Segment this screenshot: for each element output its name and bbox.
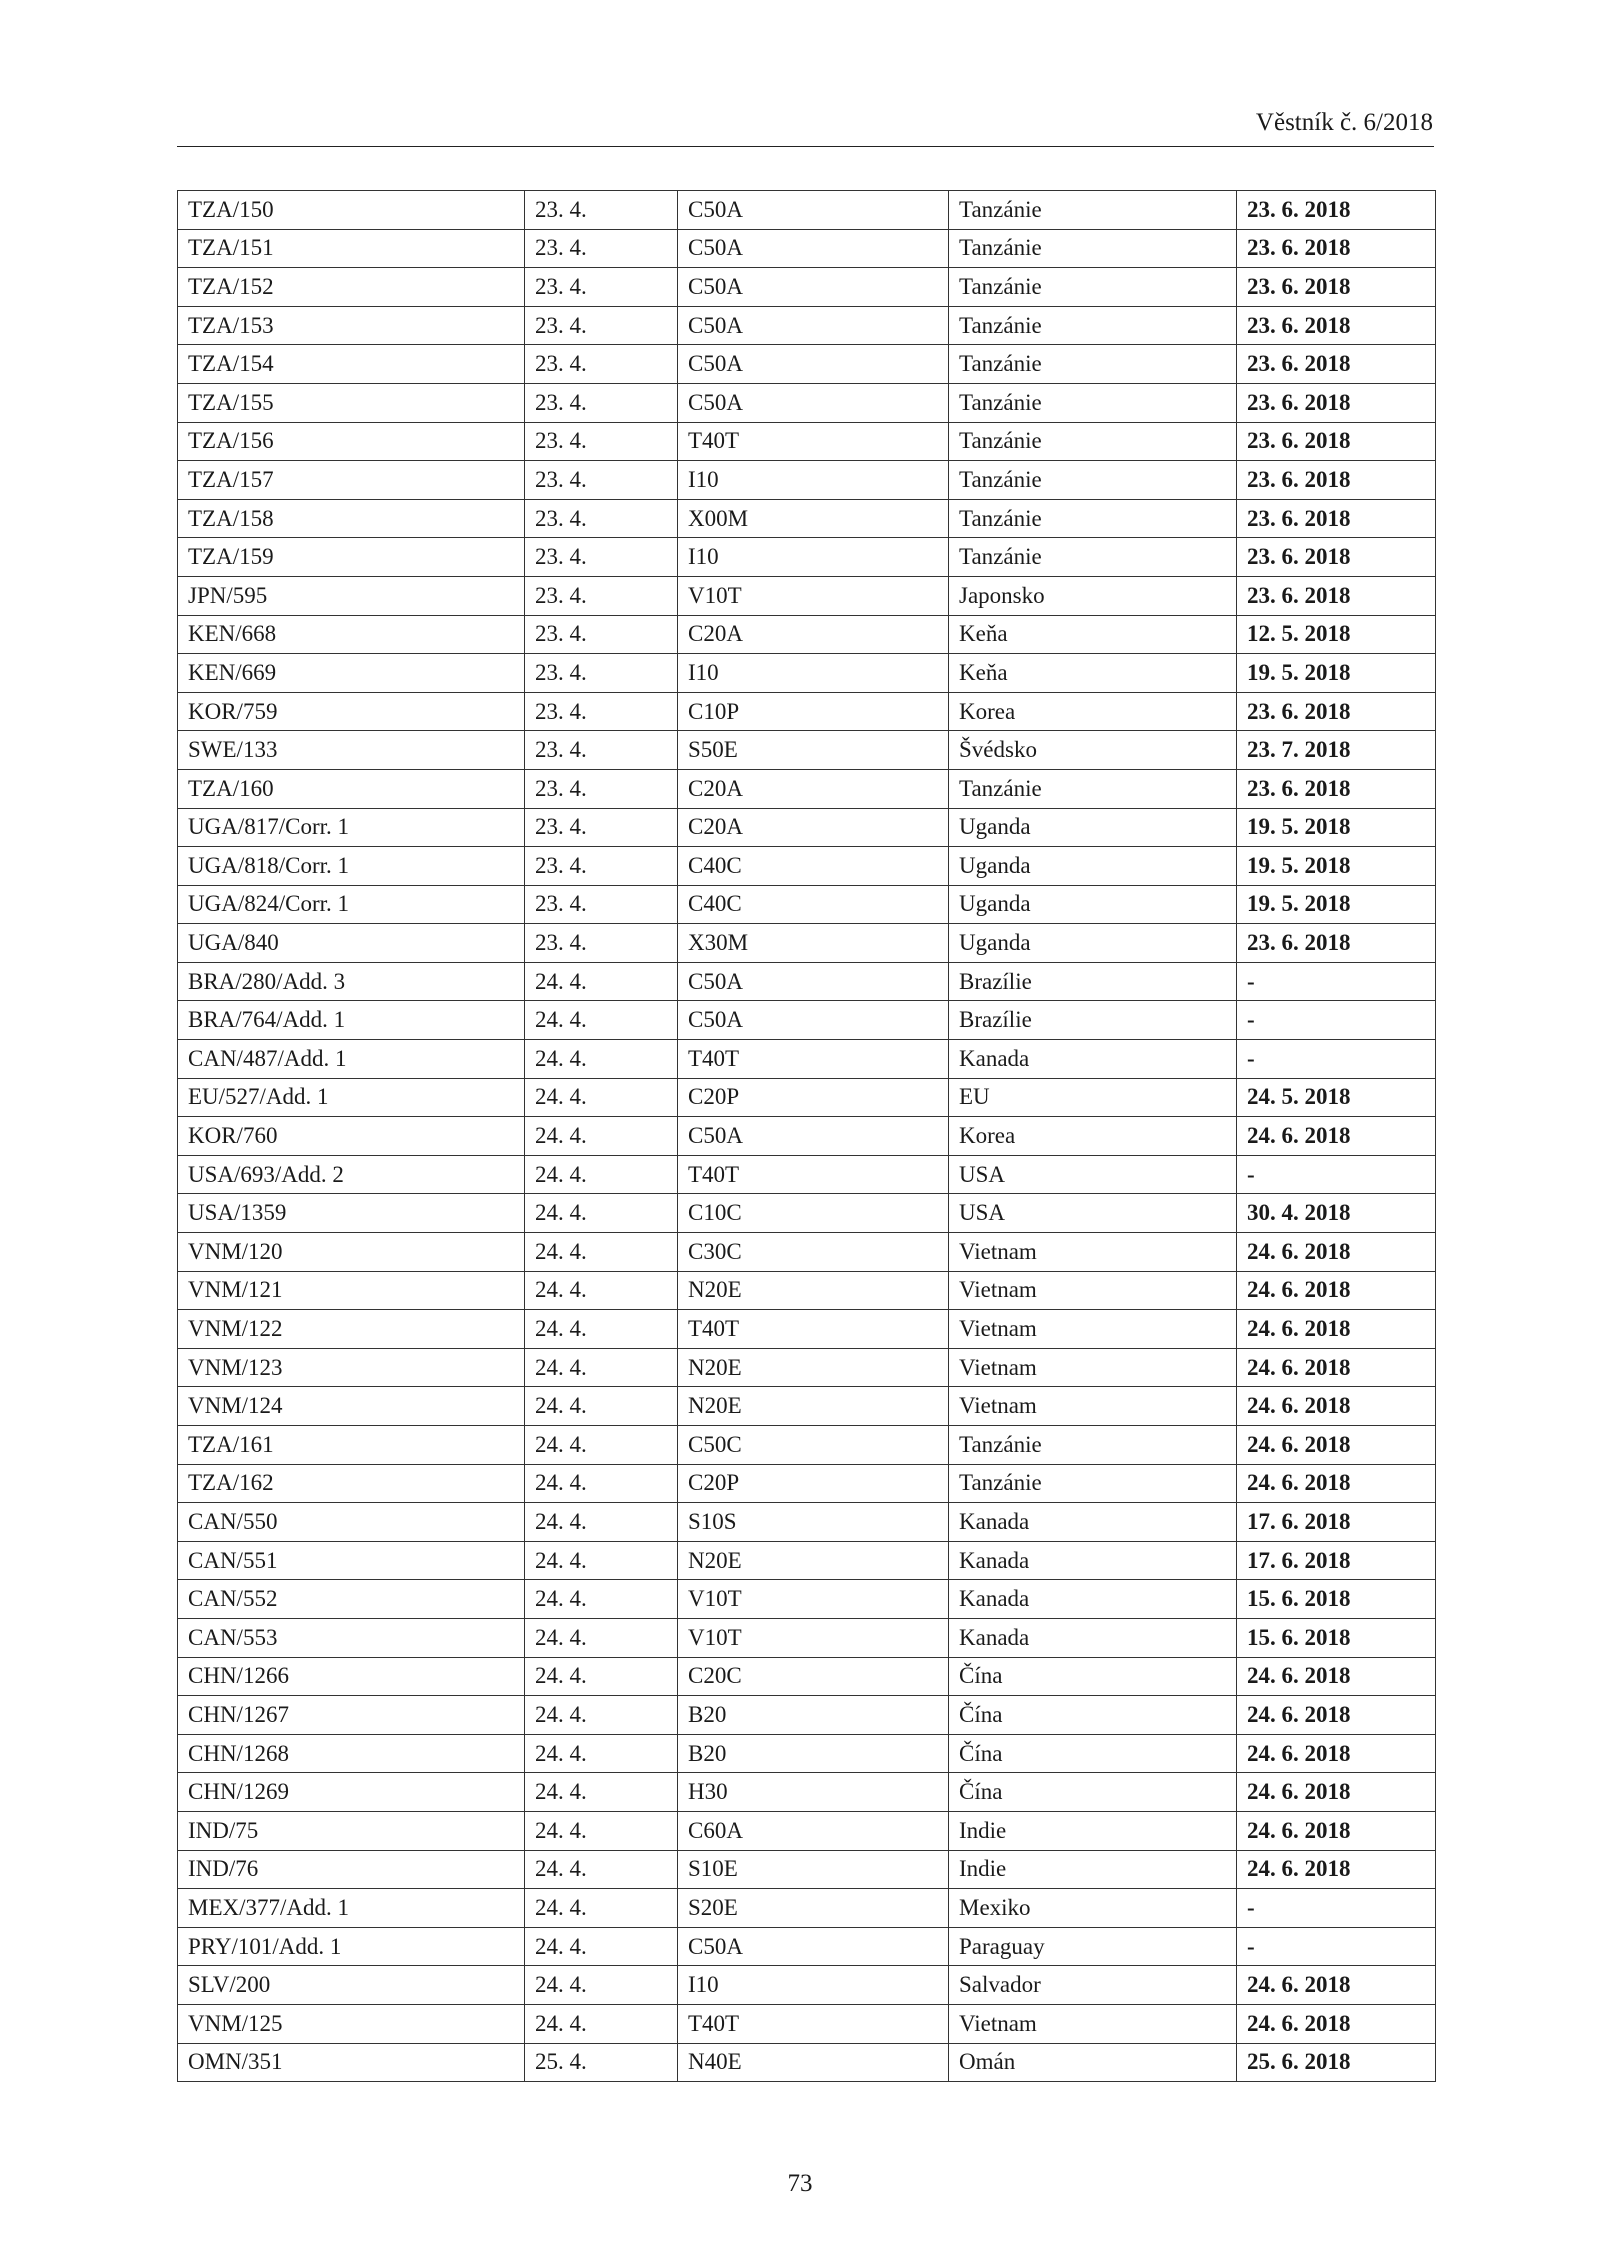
country-cell: Uganda	[949, 847, 1237, 886]
deadline-date-cell: 23. 6. 2018	[1237, 576, 1436, 615]
deadline-date-cell: 25. 6. 2018	[1237, 2043, 1436, 2082]
table-row	[178, 924, 1436, 963]
ics-code-cell: C20P	[678, 1078, 949, 1117]
country-cell: EU	[949, 1078, 1237, 1117]
notification-date-cell: 24. 4.	[525, 1850, 678, 1889]
country-cell: Salvador	[949, 1966, 1237, 2005]
notification-date-cell: 23. 4.	[525, 268, 678, 307]
notification-date-cell: 24. 4.	[525, 1117, 678, 1156]
table-row	[178, 962, 1436, 1001]
table-row	[178, 461, 1436, 500]
notification-date-cell: 24. 4.	[525, 1773, 678, 1812]
notification-date-cell: 24. 4.	[525, 1310, 678, 1349]
country-cell: Japonsko	[949, 576, 1237, 615]
document-id-cell: TZA/160	[178, 769, 525, 808]
ics-code-cell: V10T	[678, 1580, 949, 1619]
table-row	[178, 692, 1436, 731]
deadline-date-cell: 24. 6. 2018	[1237, 2004, 1436, 2043]
notification-date-cell: 24. 4.	[525, 1541, 678, 1580]
document-id-cell: TZA/158	[178, 499, 525, 538]
notification-date-cell: 23. 4.	[525, 692, 678, 731]
country-cell: USA	[949, 1155, 1237, 1194]
table-row	[178, 2043, 1436, 2082]
ics-code-cell: C50A	[678, 306, 949, 345]
document-id-cell: TZA/155	[178, 383, 525, 422]
country-cell: Keňa	[949, 615, 1237, 654]
notification-date-cell: 23. 4.	[525, 538, 678, 577]
document-id-cell: VNM/123	[178, 1348, 525, 1387]
deadline-date-cell: 19. 5. 2018	[1237, 654, 1436, 693]
ics-code-cell: I10	[678, 538, 949, 577]
table-row	[178, 1001, 1436, 1040]
ics-code-cell: B20	[678, 1734, 949, 1773]
deadline-date-cell: 19. 5. 2018	[1237, 847, 1436, 886]
table-row	[178, 1966, 1436, 2005]
document-id-cell: PRY/101/Add. 1	[178, 1927, 525, 1966]
deadline-date-cell: 23. 6. 2018	[1237, 268, 1436, 307]
deadline-date-cell: 24. 5. 2018	[1237, 1078, 1436, 1117]
document-id-cell: VNM/121	[178, 1271, 525, 1310]
document-id-cell: UGA/824/Corr. 1	[178, 885, 525, 924]
document-id-cell: VNM/120	[178, 1233, 525, 1272]
notification-date-cell: 24. 4.	[525, 1348, 678, 1387]
country-cell: Tanzánie	[949, 383, 1237, 422]
country-cell: Tanzánie	[949, 499, 1237, 538]
deadline-date-cell: -	[1237, 962, 1436, 1001]
table-row	[178, 306, 1436, 345]
document-id-cell: EU/527/Add. 1	[178, 1078, 525, 1117]
document-id-cell: TZA/153	[178, 306, 525, 345]
document-id-cell: USA/693/Add. 2	[178, 1155, 525, 1194]
country-cell: Vietnam	[949, 2004, 1237, 2043]
table-row	[178, 885, 1436, 924]
table-row	[178, 383, 1436, 422]
deadline-date-cell: 23. 6. 2018	[1237, 461, 1436, 500]
country-cell: Korea	[949, 692, 1237, 731]
notification-date-cell: 23. 4.	[525, 422, 678, 461]
document-id-cell: TZA/161	[178, 1426, 525, 1465]
deadline-date-cell: 24. 6. 2018	[1237, 1966, 1436, 2005]
ics-code-cell: N20E	[678, 1541, 949, 1580]
document-id-cell: CAN/550	[178, 1503, 525, 1542]
ics-code-cell: C10P	[678, 692, 949, 731]
document-id-cell: CHN/1267	[178, 1696, 525, 1735]
country-cell: Vietnam	[949, 1310, 1237, 1349]
table-row	[178, 654, 1436, 693]
notification-date-cell: 23. 4.	[525, 191, 678, 230]
table-row	[178, 576, 1436, 615]
deadline-date-cell: 23. 6. 2018	[1237, 769, 1436, 808]
notification-date-cell: 24. 4.	[525, 1811, 678, 1850]
deadline-date-cell: 24. 6. 2018	[1237, 1271, 1436, 1310]
deadline-date-cell: 24. 6. 2018	[1237, 1773, 1436, 1812]
table-row	[178, 808, 1436, 847]
ics-code-cell: N20E	[678, 1271, 949, 1310]
table-row	[178, 538, 1436, 577]
table-row	[178, 731, 1436, 770]
deadline-date-cell: 17. 6. 2018	[1237, 1541, 1436, 1580]
table-row	[178, 1194, 1436, 1233]
document-id-cell: SWE/133	[178, 731, 525, 770]
ics-code-cell: C40C	[678, 847, 949, 886]
ics-code-cell: C50A	[678, 1927, 949, 1966]
ics-code-cell: C50A	[678, 1117, 949, 1156]
ics-code-cell: C50A	[678, 268, 949, 307]
table-row	[178, 1155, 1436, 1194]
country-cell: Kanada	[949, 1503, 1237, 1542]
ics-code-cell: I10	[678, 654, 949, 693]
ics-code-cell: C50C	[678, 1426, 949, 1465]
ics-code-cell: T40T	[678, 1155, 949, 1194]
document-id-cell: CHN/1268	[178, 1734, 525, 1773]
country-cell: Čína	[949, 1734, 1237, 1773]
ics-code-cell: B20	[678, 1696, 949, 1735]
table-row	[178, 1541, 1436, 1580]
document-id-cell: KOR/759	[178, 692, 525, 731]
ics-code-cell: V10T	[678, 576, 949, 615]
ics-code-cell: S10S	[678, 1503, 949, 1542]
table-row	[178, 1233, 1436, 1272]
notification-date-cell: 24. 4.	[525, 2004, 678, 2043]
deadline-date-cell: 24. 6. 2018	[1237, 1117, 1436, 1156]
notification-date-cell: 24. 4.	[525, 1657, 678, 1696]
document-id-cell: KEN/669	[178, 654, 525, 693]
country-cell: Kanada	[949, 1040, 1237, 1079]
ics-code-cell: C50A	[678, 191, 949, 230]
table-row	[178, 1734, 1436, 1773]
country-cell: Tanzánie	[949, 1464, 1237, 1503]
notification-date-cell: 24. 4.	[525, 1233, 678, 1272]
country-cell: Švédsko	[949, 731, 1237, 770]
table-row	[178, 229, 1436, 268]
ics-code-cell: C20A	[678, 615, 949, 654]
notification-date-cell: 24. 4.	[525, 1618, 678, 1657]
ics-code-cell: X00M	[678, 499, 949, 538]
country-cell: Tanzánie	[949, 345, 1237, 384]
table-row	[178, 769, 1436, 808]
deadline-date-cell: 23. 6. 2018	[1237, 383, 1436, 422]
table-row	[178, 1464, 1436, 1503]
notification-date-cell: 24. 4.	[525, 1927, 678, 1966]
country-cell: Kanada	[949, 1618, 1237, 1657]
document-id-cell: TZA/154	[178, 345, 525, 384]
deadline-date-cell: 23. 6. 2018	[1237, 499, 1436, 538]
table-row	[178, 345, 1436, 384]
notification-date-cell: 23. 4.	[525, 383, 678, 422]
country-cell: Vietnam	[949, 1387, 1237, 1426]
table-row	[178, 847, 1436, 886]
deadline-date-cell: 24. 6. 2018	[1237, 1657, 1436, 1696]
document-id-cell: TZA/150	[178, 191, 525, 230]
deadline-date-cell: 23. 7. 2018	[1237, 731, 1436, 770]
country-cell: Vietnam	[949, 1233, 1237, 1272]
notification-date-cell: 23. 4.	[525, 615, 678, 654]
document-id-cell: UGA/840	[178, 924, 525, 963]
notification-date-cell: 23. 4.	[525, 885, 678, 924]
ics-code-cell: T40T	[678, 1040, 949, 1079]
table-row	[178, 1387, 1436, 1426]
table-row	[178, 1927, 1436, 1966]
country-cell: Kanada	[949, 1580, 1237, 1619]
ics-code-cell: C20A	[678, 769, 949, 808]
country-cell: Tanzánie	[949, 422, 1237, 461]
country-cell: Tanzánie	[949, 538, 1237, 577]
country-cell: Tanzánie	[949, 268, 1237, 307]
document-id-cell: UGA/817/Corr. 1	[178, 808, 525, 847]
deadline-date-cell: 24. 6. 2018	[1237, 1426, 1436, 1465]
notification-date-cell: 24. 4.	[525, 1580, 678, 1619]
document-id-cell: CHN/1269	[178, 1773, 525, 1812]
table-row	[178, 1811, 1436, 1850]
deadline-date-cell: -	[1237, 1001, 1436, 1040]
table-row	[178, 1503, 1436, 1542]
notification-date-cell: 24. 4.	[525, 1889, 678, 1928]
document-id-cell: TZA/152	[178, 268, 525, 307]
notification-date-cell: 24. 4.	[525, 1503, 678, 1542]
country-cell: Tanzánie	[949, 1426, 1237, 1465]
table-row	[178, 268, 1436, 307]
ics-code-cell: H30	[678, 1773, 949, 1812]
ics-code-cell: V10T	[678, 1618, 949, 1657]
country-cell: Čína	[949, 1696, 1237, 1735]
table-row	[178, 1117, 1436, 1156]
ics-code-cell: C30C	[678, 1233, 949, 1272]
document-id-cell: TZA/162	[178, 1464, 525, 1503]
table-row	[178, 1850, 1436, 1889]
ics-code-cell: N40E	[678, 2043, 949, 2082]
table-row	[178, 615, 1436, 654]
table-row	[178, 191, 1436, 230]
notification-date-cell: 23. 4.	[525, 345, 678, 384]
table-row	[178, 1580, 1436, 1619]
document-id-cell: TZA/159	[178, 538, 525, 577]
country-cell: Korea	[949, 1117, 1237, 1156]
country-cell: Vietnam	[949, 1271, 1237, 1310]
notification-date-cell: 23. 4.	[525, 306, 678, 345]
table-row	[178, 1773, 1436, 1812]
country-cell: Omán	[949, 2043, 1237, 2082]
deadline-date-cell: 24. 6. 2018	[1237, 1734, 1436, 1773]
country-cell: Uganda	[949, 885, 1237, 924]
document-id-cell: VNM/122	[178, 1310, 525, 1349]
deadline-date-cell: 17. 6. 2018	[1237, 1503, 1436, 1542]
document-id-cell: TZA/156	[178, 422, 525, 461]
deadline-date-cell: 24. 6. 2018	[1237, 1310, 1436, 1349]
notification-date-cell: 24. 4.	[525, 1078, 678, 1117]
document-id-cell: BRA/280/Add. 3	[178, 962, 525, 1001]
deadline-date-cell: 15. 6. 2018	[1237, 1580, 1436, 1619]
ics-code-cell: C20P	[678, 1464, 949, 1503]
ics-code-cell: C50A	[678, 962, 949, 1001]
country-cell: Tanzánie	[949, 306, 1237, 345]
deadline-date-cell: 23. 6. 2018	[1237, 306, 1436, 345]
table-row	[178, 1618, 1436, 1657]
ics-code-cell: T40T	[678, 1310, 949, 1349]
notification-date-cell: 24. 4.	[525, 962, 678, 1001]
notification-date-cell: 24. 4.	[525, 1734, 678, 1773]
ics-code-cell: T40T	[678, 2004, 949, 2043]
notification-date-cell: 24. 4.	[525, 1426, 678, 1465]
deadline-date-cell: 23. 6. 2018	[1237, 538, 1436, 577]
table-body	[178, 191, 1436, 2082]
notification-date-cell: 23. 4.	[525, 654, 678, 693]
document-id-cell: MEX/377/Add. 1	[178, 1889, 525, 1928]
deadline-date-cell: 12. 5. 2018	[1237, 615, 1436, 654]
country-cell: Indie	[949, 1811, 1237, 1850]
deadline-date-cell: 23. 6. 2018	[1237, 345, 1436, 384]
ics-code-cell: I10	[678, 1966, 949, 2005]
notification-date-cell: 23. 4.	[525, 499, 678, 538]
bulletin-title: Věstník č. 6/2018	[1255, 109, 1433, 136]
country-cell: Uganda	[949, 808, 1237, 847]
deadline-date-cell: 23. 6. 2018	[1237, 924, 1436, 963]
deadline-date-cell: 24. 6. 2018	[1237, 1464, 1436, 1503]
table-row	[178, 2004, 1436, 2043]
notification-date-cell: 24. 4.	[525, 1194, 678, 1233]
country-cell: Tanzánie	[949, 461, 1237, 500]
document-id-cell: UGA/818/Corr. 1	[178, 847, 525, 886]
notification-date-cell: 24. 4.	[525, 1040, 678, 1079]
document-id-cell: VNM/124	[178, 1387, 525, 1426]
notification-date-cell: 24. 4.	[525, 1387, 678, 1426]
deadline-date-cell: -	[1237, 1155, 1436, 1194]
table-row	[178, 1348, 1436, 1387]
notification-date-cell: 23. 4.	[525, 924, 678, 963]
country-cell: Keňa	[949, 654, 1237, 693]
document-id-cell: BRA/764/Add. 1	[178, 1001, 525, 1040]
document-id-cell: SLV/200	[178, 1966, 525, 2005]
ics-code-cell: C10C	[678, 1194, 949, 1233]
ics-code-cell: C50A	[678, 1001, 949, 1040]
table-row	[178, 499, 1436, 538]
country-cell: Čína	[949, 1657, 1237, 1696]
country-cell: Indie	[949, 1850, 1237, 1889]
ics-code-cell: C20C	[678, 1657, 949, 1696]
notification-date-cell: 24. 4.	[525, 1966, 678, 2005]
deadline-date-cell: -	[1237, 1927, 1436, 1966]
country-cell: Brazílie	[949, 1001, 1237, 1040]
deadline-date-cell: 24. 6. 2018	[1237, 1348, 1436, 1387]
deadline-date-cell: 24. 6. 2018	[1237, 1811, 1436, 1850]
table-row	[178, 1078, 1436, 1117]
document-id-cell: CAN/553	[178, 1618, 525, 1657]
deadline-date-cell: 19. 5. 2018	[1237, 808, 1436, 847]
page-header	[177, 108, 1434, 147]
document-id-cell: USA/1359	[178, 1194, 525, 1233]
table-row	[178, 1040, 1436, 1079]
notification-date-cell: 23. 4.	[525, 769, 678, 808]
ics-code-cell: X30M	[678, 924, 949, 963]
deadline-date-cell: 23. 6. 2018	[1237, 229, 1436, 268]
document-id-cell: KOR/760	[178, 1117, 525, 1156]
ics-code-cell: T40T	[678, 422, 949, 461]
ics-code-cell: S50E	[678, 731, 949, 770]
deadline-date-cell: 30. 4. 2018	[1237, 1194, 1436, 1233]
table-row	[178, 1889, 1436, 1928]
notification-date-cell: 23. 4.	[525, 576, 678, 615]
deadline-date-cell: 15. 6. 2018	[1237, 1618, 1436, 1657]
deadline-date-cell: 24. 6. 2018	[1237, 1696, 1436, 1735]
document-id-cell: CAN/551	[178, 1541, 525, 1580]
notification-date-cell: 24. 4.	[525, 1001, 678, 1040]
document-id-cell: IND/75	[178, 1811, 525, 1850]
table-row	[178, 1426, 1436, 1465]
document-id-cell: TZA/151	[178, 229, 525, 268]
deadline-date-cell: 19. 5. 2018	[1237, 885, 1436, 924]
document-id-cell: IND/76	[178, 1850, 525, 1889]
table-row	[178, 1310, 1436, 1349]
table-row	[178, 1696, 1436, 1735]
notification-date-cell: 24. 4.	[525, 1696, 678, 1735]
table-row	[178, 1657, 1436, 1696]
notification-date-cell: 24. 4.	[525, 1464, 678, 1503]
country-cell: Tanzánie	[949, 191, 1237, 230]
ics-code-cell: I10	[678, 461, 949, 500]
ics-code-cell: C40C	[678, 885, 949, 924]
country-cell: Kanada	[949, 1541, 1237, 1580]
notification-date-cell: 23. 4.	[525, 229, 678, 268]
document-id-cell: CAN/552	[178, 1580, 525, 1619]
country-cell: Tanzánie	[949, 769, 1237, 808]
document-id-cell: CAN/487/Add. 1	[178, 1040, 525, 1079]
ics-code-cell: S10E	[678, 1850, 949, 1889]
deadline-date-cell: 23. 6. 2018	[1237, 191, 1436, 230]
country-cell: Mexiko	[949, 1889, 1237, 1928]
ics-code-cell: N20E	[678, 1387, 949, 1426]
notification-date-cell: 25. 4.	[525, 2043, 678, 2082]
ics-code-cell: C20A	[678, 808, 949, 847]
country-cell: Uganda	[949, 924, 1237, 963]
country-cell: Brazílie	[949, 962, 1237, 1001]
ics-code-cell: S20E	[678, 1889, 949, 1928]
document-id-cell: OMN/351	[178, 2043, 525, 2082]
notification-date-cell: 23. 4.	[525, 808, 678, 847]
notification-date-cell: 24. 4.	[525, 1155, 678, 1194]
notification-date-cell: 24. 4.	[525, 1271, 678, 1310]
country-cell: Paraguay	[949, 1927, 1237, 1966]
country-cell: USA	[949, 1194, 1237, 1233]
ics-code-cell: C60A	[678, 1811, 949, 1850]
document-id-cell: VNM/125	[178, 2004, 525, 2043]
ics-code-cell: C50A	[678, 383, 949, 422]
document-id-cell: KEN/668	[178, 615, 525, 654]
country-cell: Vietnam	[949, 1348, 1237, 1387]
deadline-date-cell: 24. 6. 2018	[1237, 1233, 1436, 1272]
ics-code-cell: C50A	[678, 229, 949, 268]
deadline-date-cell: 23. 6. 2018	[1237, 692, 1436, 731]
notification-date-cell: 23. 4.	[525, 847, 678, 886]
table-row	[178, 422, 1436, 461]
country-cell: Čína	[949, 1773, 1237, 1812]
notification-date-cell: 23. 4.	[525, 461, 678, 500]
deadline-date-cell: 23. 6. 2018	[1237, 422, 1436, 461]
document-id-cell: TZA/157	[178, 461, 525, 500]
ics-code-cell: C50A	[678, 345, 949, 384]
page-number: 73	[787, 2170, 813, 2197]
notifications-table	[177, 190, 1436, 2082]
document-id-cell: CHN/1266	[178, 1657, 525, 1696]
deadline-date-cell: 24. 6. 2018	[1237, 1387, 1436, 1426]
deadline-date-cell: -	[1237, 1889, 1436, 1928]
deadline-date-cell: 24. 6. 2018	[1237, 1850, 1436, 1889]
document-id-cell: JPN/595	[178, 576, 525, 615]
table-row	[178, 1271, 1436, 1310]
country-cell: Tanzánie	[949, 229, 1237, 268]
deadline-date-cell: -	[1237, 1040, 1436, 1079]
ics-code-cell: N20E	[678, 1348, 949, 1387]
notification-date-cell: 23. 4.	[525, 731, 678, 770]
